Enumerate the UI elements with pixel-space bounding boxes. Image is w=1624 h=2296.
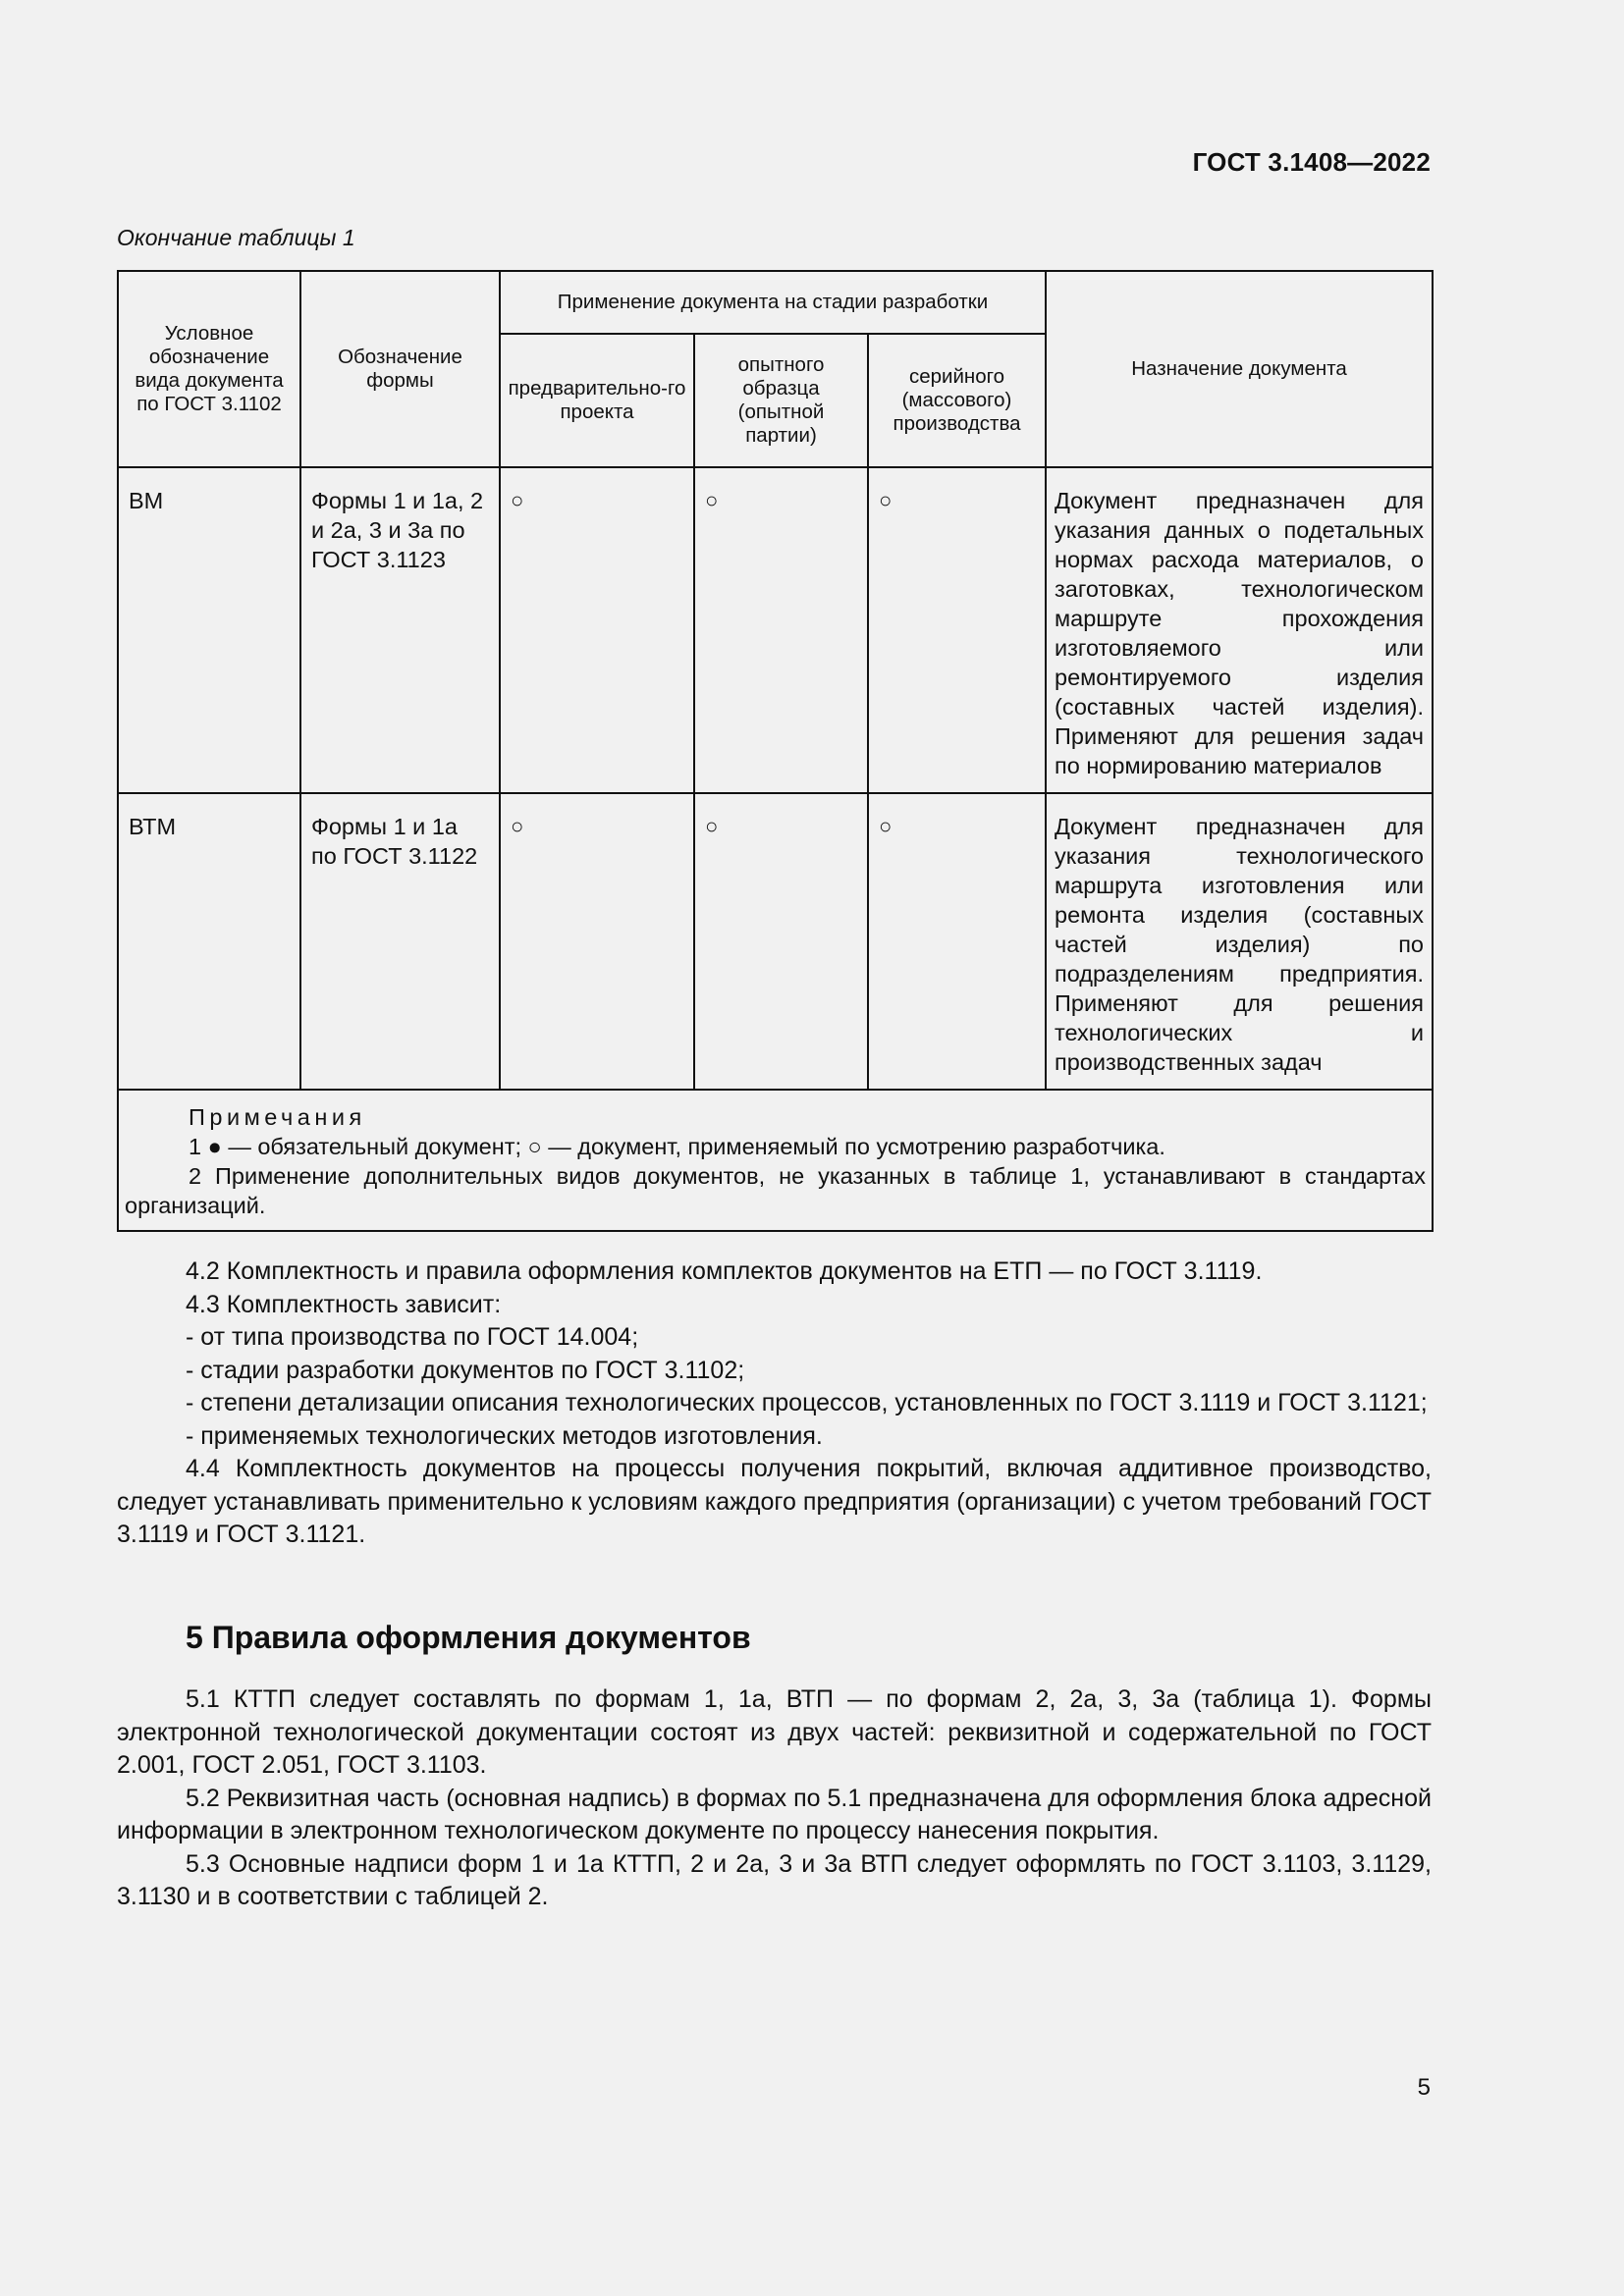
- note-item: 1 ● — обязательный документ; ○ — документ, применяемый по усмотрению разработчика.: [189, 1134, 1165, 1159]
- list-item: - от типа производства по ГОСТ 14.004;: [186, 1323, 639, 1351]
- list-item: - применяемых технологических методов изготовления.: [186, 1421, 823, 1450]
- header-purpose: Назначение документа: [1046, 271, 1433, 467]
- row-code: ВМ: [118, 467, 300, 793]
- standard-designation: ГОСТ 3.1408—2022: [1192, 147, 1431, 177]
- page-number: 5: [1417, 2074, 1431, 2101]
- documents-table: [117, 270, 1434, 1232]
- list-item: - стадии разработки документов по ГОСТ 3.1102;: [186, 1356, 745, 1384]
- header-code: Условное обозначение вида документа по ГОСТ 3.1102: [118, 271, 300, 467]
- header-stage-serial: серийного (массового) производства: [868, 334, 1046, 467]
- row-code: ВТМ: [118, 793, 300, 1090]
- row-serial-mark: ○: [868, 467, 1046, 793]
- paragraph: 4.4 Комплектность документов на процессы получения покрытий, включая аддитивное производство, следует устанавливать применительно к условиям каждого предприятия (организации) с учетом требований ГОСТ 3.1119 и ГОСТ 3.1121.: [117, 1455, 1432, 1548]
- row-prototype-mark: ○: [694, 793, 868, 1090]
- row-serial-mark: ○: [868, 793, 1046, 1090]
- paragraph: 4.3 Комплектность зависит:: [186, 1290, 502, 1318]
- table-caption: Окончание таблицы 1: [117, 225, 355, 250]
- paragraph: 5.3 Основные надписи форм 1 и 1а КТТП, 2 и 2а, 3 и 3а ВТП следует оформлять по ГОСТ 3.1103, 3.1129, 3.1130 и в соответствии с таблицей 2.: [117, 1849, 1432, 1910]
- paragraph: 5.2 Реквизитная часть (основная надпись) в формах по 5.1 предназначена для оформления блока адресной информации в электронном технологическом документе по процессу нанесения покрытия.: [117, 1784, 1432, 1844]
- paragraph: 5.1 КТТП следует составлять по формам 1, 1а, ВТП — по формам 2, 2а, 3, 3а (таблица 1). Формы электронной технологической документации состоят из двух частей: реквизитной и содержательной по ГОСТ 2.001, ГОСТ 2.051, ГОСТ 3.1103.: [117, 1685, 1432, 1779]
- notes-title: Примечания: [189, 1104, 366, 1130]
- header-form: Обозначение формы: [300, 271, 500, 467]
- row-forms: Формы 1 и 1а по ГОСТ 3.1122: [300, 793, 500, 1090]
- section-5-title: 5 Правила оформления документов: [186, 1620, 751, 1655]
- row-preliminary-mark: ○: [500, 793, 694, 1090]
- row-forms: Формы 1 и 1а, 2 и 2а, 3 и 3а по ГОСТ 3.1123: [300, 467, 500, 793]
- table-notes: [118, 1090, 1433, 1231]
- header-stage-group: Применение документа на стадии разработки: [500, 271, 1046, 334]
- paragraph: 4.2 Комплектность и правила оформления комплектов документов на ЕТП — по ГОСТ 3.1119.: [186, 1257, 1263, 1285]
- header-stage-preliminary: предварительно-го проекта: [500, 334, 694, 467]
- row-purpose: Документ предназначен для указания данных о подетальных нормах расхода материалов, о заготовках, технологическом маршруте прохождения изготовляемого или ремонтируемого изделия (составных частей изделия). Применяют для решения задач по нормированию материалов: [1046, 467, 1433, 793]
- section-5-text: [117, 1683, 1432, 1914]
- note-item: 2 Применение дополнительных видов документов, не указанных в таблице 1, устанавливают в стандартах организаций.: [125, 1163, 1426, 1218]
- section-4-text: [117, 1255, 1432, 1552]
- header-stage-prototype: опытного образца (опытной партии): [694, 334, 868, 467]
- row-prototype-mark: ○: [694, 467, 868, 793]
- table-row: [118, 467, 1433, 793]
- table-row: [118, 793, 1433, 1090]
- row-preliminary-mark: ○: [500, 467, 694, 793]
- list-item: - степени детализации описания технологических процессов, установленных по ГОСТ 3.1119 и ГОСТ 3.1121;: [186, 1389, 1428, 1416]
- row-purpose: Документ предназначен для указания технологического маршрута изготовления или ремонта изделия (составных частей изделия) по подразделениям предприятия. Применяют для решения технологических и производственных задач: [1046, 793, 1433, 1090]
